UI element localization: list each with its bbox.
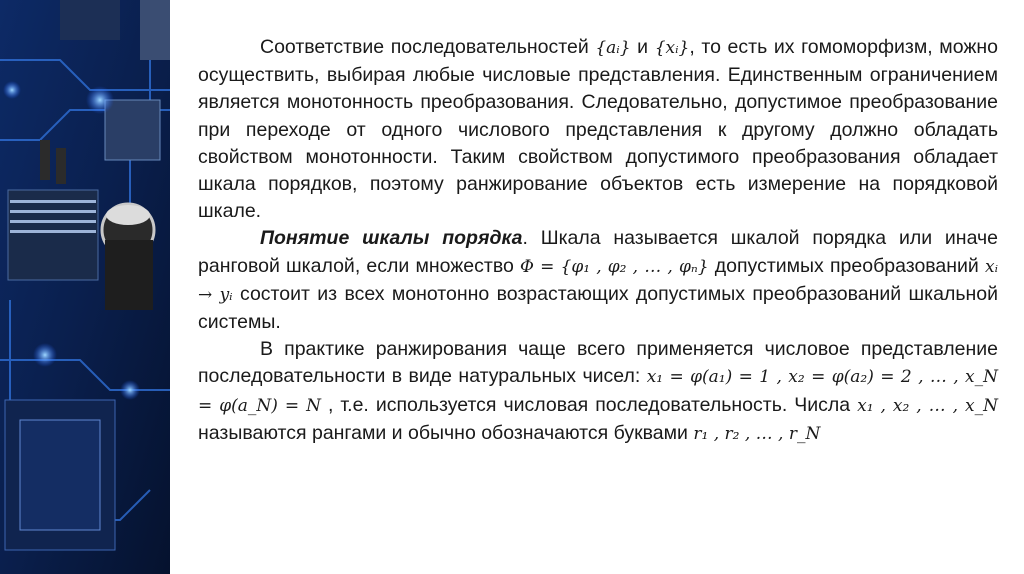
paragraph-2	[198, 225, 998, 336]
formula: {xᵢ}	[654, 38, 690, 58]
term-heading: Понятие шкалы порядка	[260, 227, 523, 250]
text: . Шкала называется шкалой порядка или иначе ранговой шкалой, если множество	[198, 227, 998, 277]
slide-text	[198, 34, 998, 448]
formula: x₁ , x₂ , … , x_N	[857, 395, 998, 416]
circuit-board-image	[0, 0, 170, 574]
text: допустимых преобразований	[714, 254, 979, 277]
paragraph-1	[198, 34, 998, 225]
formula: {aᵢ}	[595, 38, 631, 58]
formula: xᵢ → yᵢ	[198, 256, 999, 305]
formula: x₁ = φ(a₁) = 1 , x₂ = φ(a₂) = 2 , … , x_N = φ(a_N) = N	[198, 367, 999, 416]
text: , т.е. используется числовая последовательность. Числа	[327, 393, 851, 416]
text: В практике ранжирования чаще всего применяется числовое представление последовательности в виде натуральных чисел:	[198, 338, 998, 388]
circuit-board-picture	[0, 0, 170, 574]
paragraph-3	[198, 336, 998, 448]
formula: Φ = {φ₁ , φ₂ , … , φₙ}	[520, 256, 709, 277]
text: Соответствие последовательностей	[260, 36, 589, 58]
text: состоит из всех монотонно возрастающих допустимых преобразований шкальной системы.	[198, 282, 999, 334]
text: , то есть их гомоморфизм, можно осуществить, выбирая любые числовые представления. Единственным ограничением является монотонность преобразования. Следовательно, допустимое преобразование при переходе от одного числового представления к другому должно обладать свойством монотонности. Таким свойством допустимого преобразования обладает шкала порядков, поэтому ранжирование объектов есть измерение на порядковой шкале.	[198, 36, 998, 223]
text: называются рангами и обычно обозначаются буквами	[198, 421, 688, 444]
formula: r₁ , r₂ , … , r_N	[693, 423, 821, 444]
text: и	[637, 36, 649, 58]
